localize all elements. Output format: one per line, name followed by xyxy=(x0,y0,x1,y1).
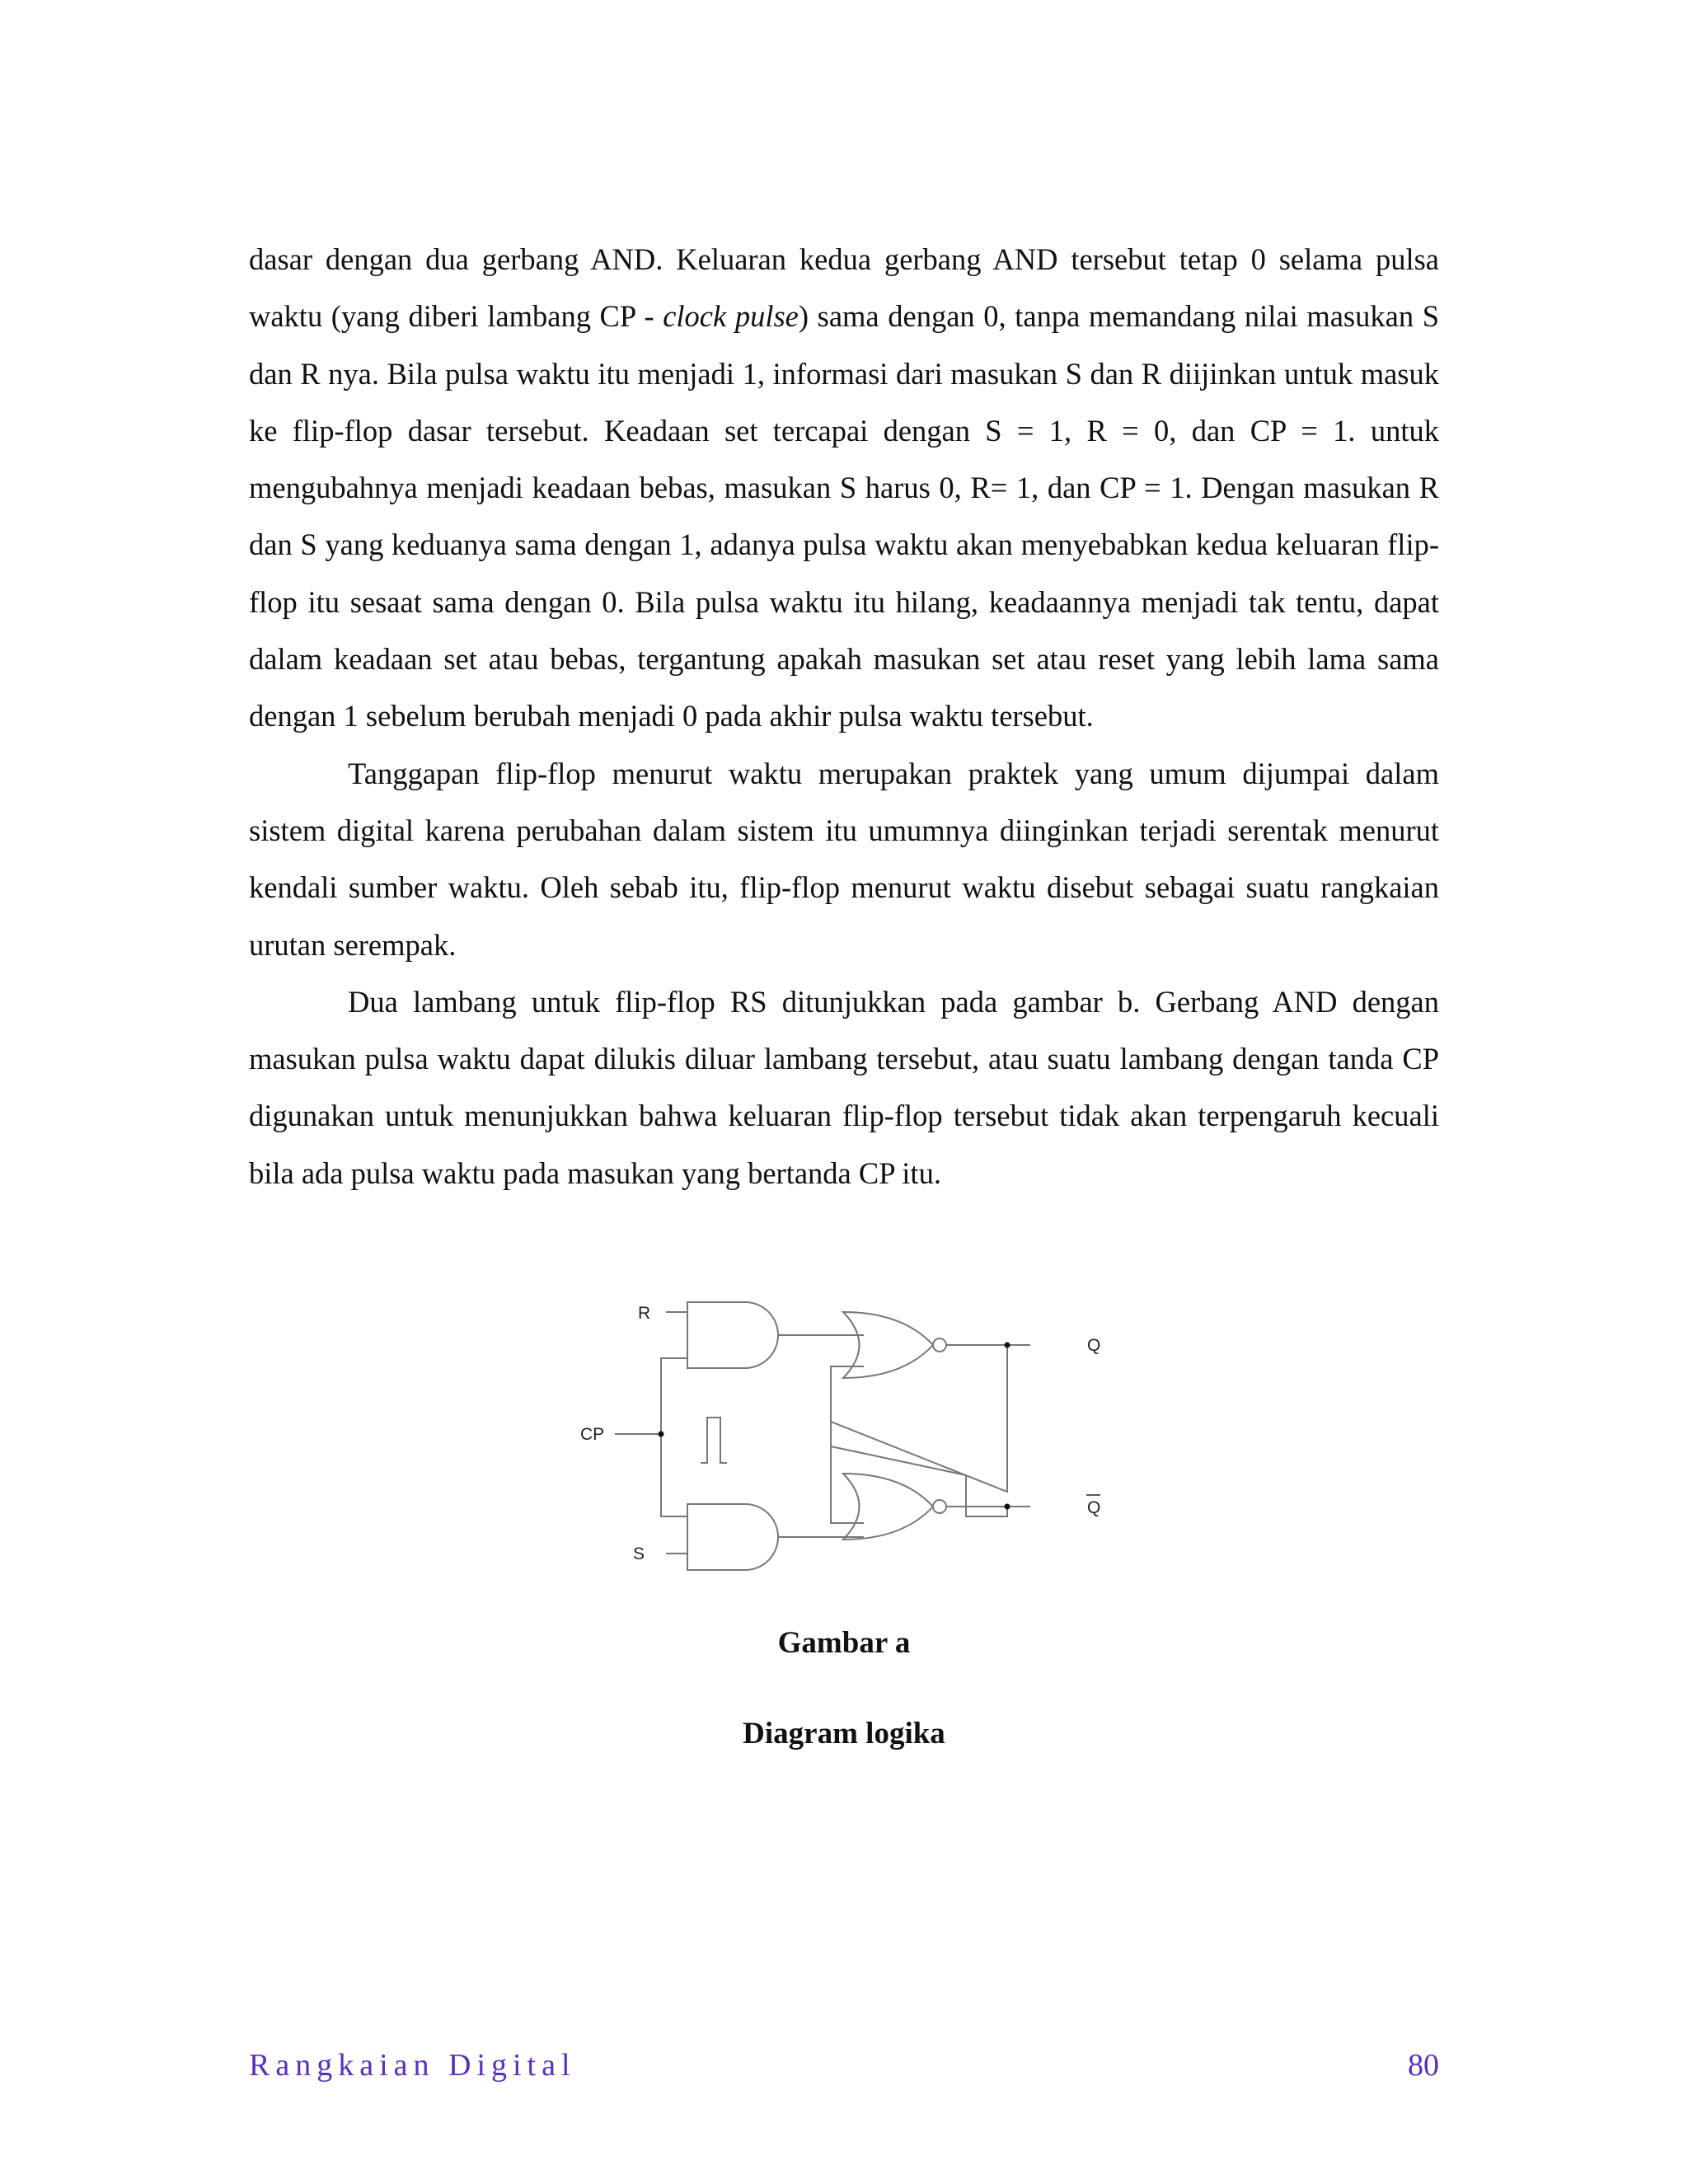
label-cp: CP xyxy=(580,1425,605,1444)
figure-subtitle: Diagram logika xyxy=(743,1717,945,1750)
body-text xyxy=(249,231,1439,1202)
wire-cp-up xyxy=(661,1358,687,1434)
nor-gate-bottom xyxy=(843,1474,933,1540)
junction-q xyxy=(1005,1343,1010,1348)
nor-bottom-bubble xyxy=(933,1500,946,1513)
clock-pulse-icon xyxy=(701,1418,727,1463)
label-r: R xyxy=(638,1304,651,1323)
label-q: Q xyxy=(1087,1336,1101,1355)
paragraph-1: dasar dengan dua gerbang AND. Keluaran kedua gerbang AND tersebut tetap 0 selama pulsa waktu (yang diberi lambang CP - clock pulse) sama dengan 0, tanpa memandang nilai masukan S dan R nya. Bila pulsa waktu itu menjadi 1, informasi dari masukan S dan R diijinkan untuk masuk ke flip-flop dasar tersebut. Keadaan set tercapai dengan S = 1, R = 0, dan CP = 1. untuk mengubahnya menjadi keadaan bebas, masukan S harus 0, R= 1, dan CP = 1. Dengan masukan R dan S yang keduanya sama dengan 1, adanya pulsa waktu akan menyebabkan kedua keluaran flip-flop itu sesaat sama dengan 0. Bila pulsa waktu itu hilang, keadaannya menjadi tak tentu, dapat dalam keadaan set atau bebas, tergantung apakah masukan set atau reset yang lebih lama sama dengan 1 sebelum berubah menjadi 0 pada akhir pulsa waktu tersebut. xyxy=(249,242,1439,733)
label-q-bar: Q xyxy=(1087,1498,1101,1517)
page-number: 80 xyxy=(1408,2048,1439,2083)
footer-title: Rangkaian Digital xyxy=(249,2048,576,2083)
and-gate-top xyxy=(687,1302,778,1368)
wire-cp-down xyxy=(661,1434,687,1516)
and-gate-bottom xyxy=(687,1504,778,1570)
term-clock-pulse: clock pulse xyxy=(663,299,799,334)
figure-caption: Gambar a xyxy=(777,1626,911,1660)
junction-cp xyxy=(659,1432,664,1437)
logic-diagram xyxy=(569,1294,1113,1591)
label-s: S xyxy=(633,1544,645,1563)
paragraph-2: Tanggapan flip-flop menurut waktu merupakan praktek yang umum dijumpai dalam sistem digital karena perubahan dalam sistem itu umumnya diinginkan terjadi serentak menurut kendali sumber waktu. Oleh sebab itu, flip-flop menurut waktu disebut sebagai suatu rangkaian urutan serempak. xyxy=(249,756,1439,962)
nor-gate-top xyxy=(843,1312,933,1378)
paragraph-3: Dua lambang untuk flip-flop RS ditunjukkan pada gambar b. Gerbang AND dengan masukan pulsa waktu dapat dilukis diluar lambang tersebut, atau suatu lambang dengan tanda CP digunakan untuk menunjukkan bahwa keluaran flip-flop tersebut tidak akan terpengaruh kecuali bila ada pulsa waktu pada masukan yang bertanda CP itu. xyxy=(249,984,1439,1190)
nor-top-bubble xyxy=(933,1338,946,1352)
junction-qbar xyxy=(1005,1504,1010,1510)
